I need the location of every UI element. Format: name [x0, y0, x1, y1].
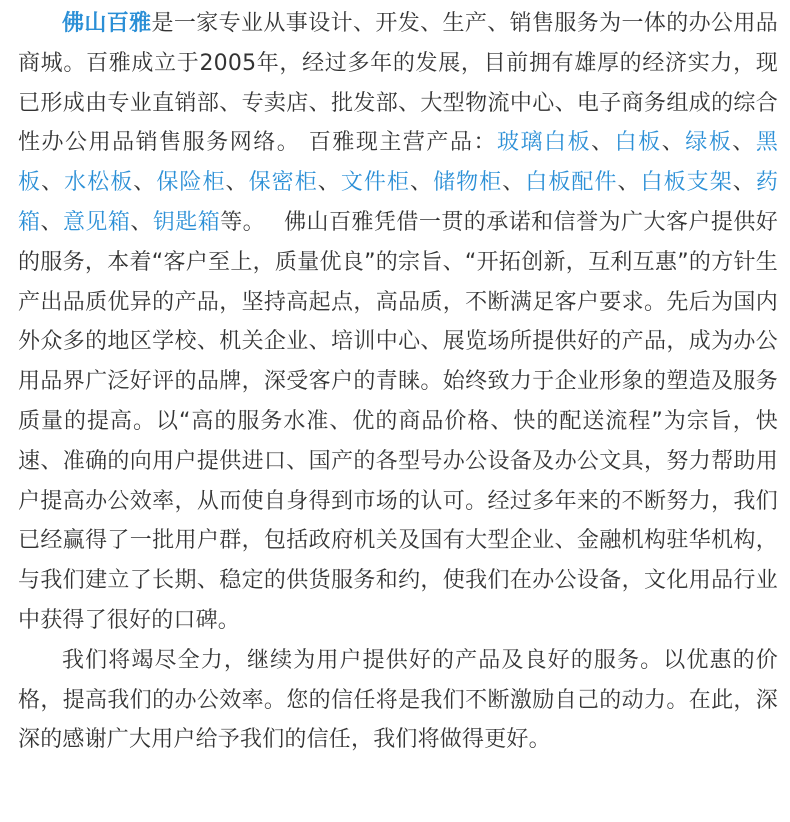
product-link-file-cabinet[interactable]: 文件柜	[340, 170, 410, 196]
separator: 、	[130, 209, 153, 235]
product-link-whiteboard[interactable]: 白板	[614, 130, 662, 156]
separator: 、	[225, 170, 249, 196]
product-link-medicine-box[interactable]: 药箱	[18, 170, 779, 235]
brand-name[interactable]: 佛山百雅	[62, 11, 152, 36]
company-description-text: 等。 佛山百雅凭借一贯的承诺和信誉为广大客户提供好的服务，本着“客户至上，质量优良”的宗旨、“开拓创新，互利互惠”的方针生产出品质优异的产品，坚持高起点，高品质，不断满足客户要求。先后为国内外众多的地区学校、机关企业、培训中心、展览场所提供好的产品，成为办公用品界广泛好评的品牌，深受客户的青睐。始终致力于企业形象的塑造及服务质量的提高。以“高的服务水准、优的商品价格、快的配送流程”为宗旨，快速、准确的向用户提供进口、国产的各型号办公设备及办公文具，努力帮助用户提高办公效率，从而使自身得到市场的认可。经过多年来的不断努力，我们已经赢得了一批用户群，包括政府机关及国有大型企业、金融机构驻华机构，与我们建立了长期、稳定的供货服务和约，使我们在办公设备，文化用品行业中获得了很好的口碑。	[18, 209, 779, 633]
product-link-suggestion-box[interactable]: 意见箱	[62, 209, 131, 235]
separator: 、	[732, 170, 756, 196]
product-link-safe[interactable]: 保险柜	[156, 170, 226, 196]
closing-paragraph: 我们将竭尽全力，继续为用户提供好的产品及良好的服务。以优惠的价格，提高我们的办公效率。您的信任将是我们不断激励自己的动力。在此，深深的感谢广大用户给予我们的信任，我们将做得更好。	[18, 647, 778, 753]
separator: 、	[591, 130, 615, 156]
separator: 、	[410, 170, 434, 196]
product-link-storage-cabinet[interactable]: 储物柜	[433, 170, 503, 196]
product-link-whiteboard-stand[interactable]: 白板支架	[640, 170, 733, 196]
separator: 、	[732, 130, 756, 156]
separator: 、	[41, 170, 65, 196]
separator: 、	[502, 170, 526, 196]
separator: 、	[133, 170, 157, 196]
product-link-security-cabinet[interactable]: 保密柜	[248, 170, 318, 196]
product-link-key-box[interactable]: 钥匙箱	[152, 209, 221, 235]
intro-text: 是一家专业从事设计、开发、生产、销售服务为一体的办公用品商城。百雅成立于2005年，经过多年的发展，目前拥有雄厚的经济实力，现已形成由专业直销部、专卖店、批发部、大型物流中心、电子商务组成的综合性办公用品销售服务网络。 百雅现主营产品：	[18, 11, 778, 156]
separator: 、	[617, 170, 641, 196]
product-link-greenboard[interactable]: 绿板	[685, 130, 733, 156]
article	[18, 4, 778, 760]
product-link-blackboard[interactable]: 黑板	[18, 130, 779, 196]
product-link-glass-whiteboard[interactable]: 玻璃白板	[497, 130, 592, 156]
separator: 、	[40, 209, 63, 235]
product-link-corkboard[interactable]: 水松板	[64, 170, 134, 196]
separator: 、	[661, 130, 686, 156]
product-link-whiteboard-accessories[interactable]: 白板配件	[525, 170, 618, 196]
separator: 、	[317, 170, 341, 196]
company-intro-paragraph	[18, 4, 778, 641]
